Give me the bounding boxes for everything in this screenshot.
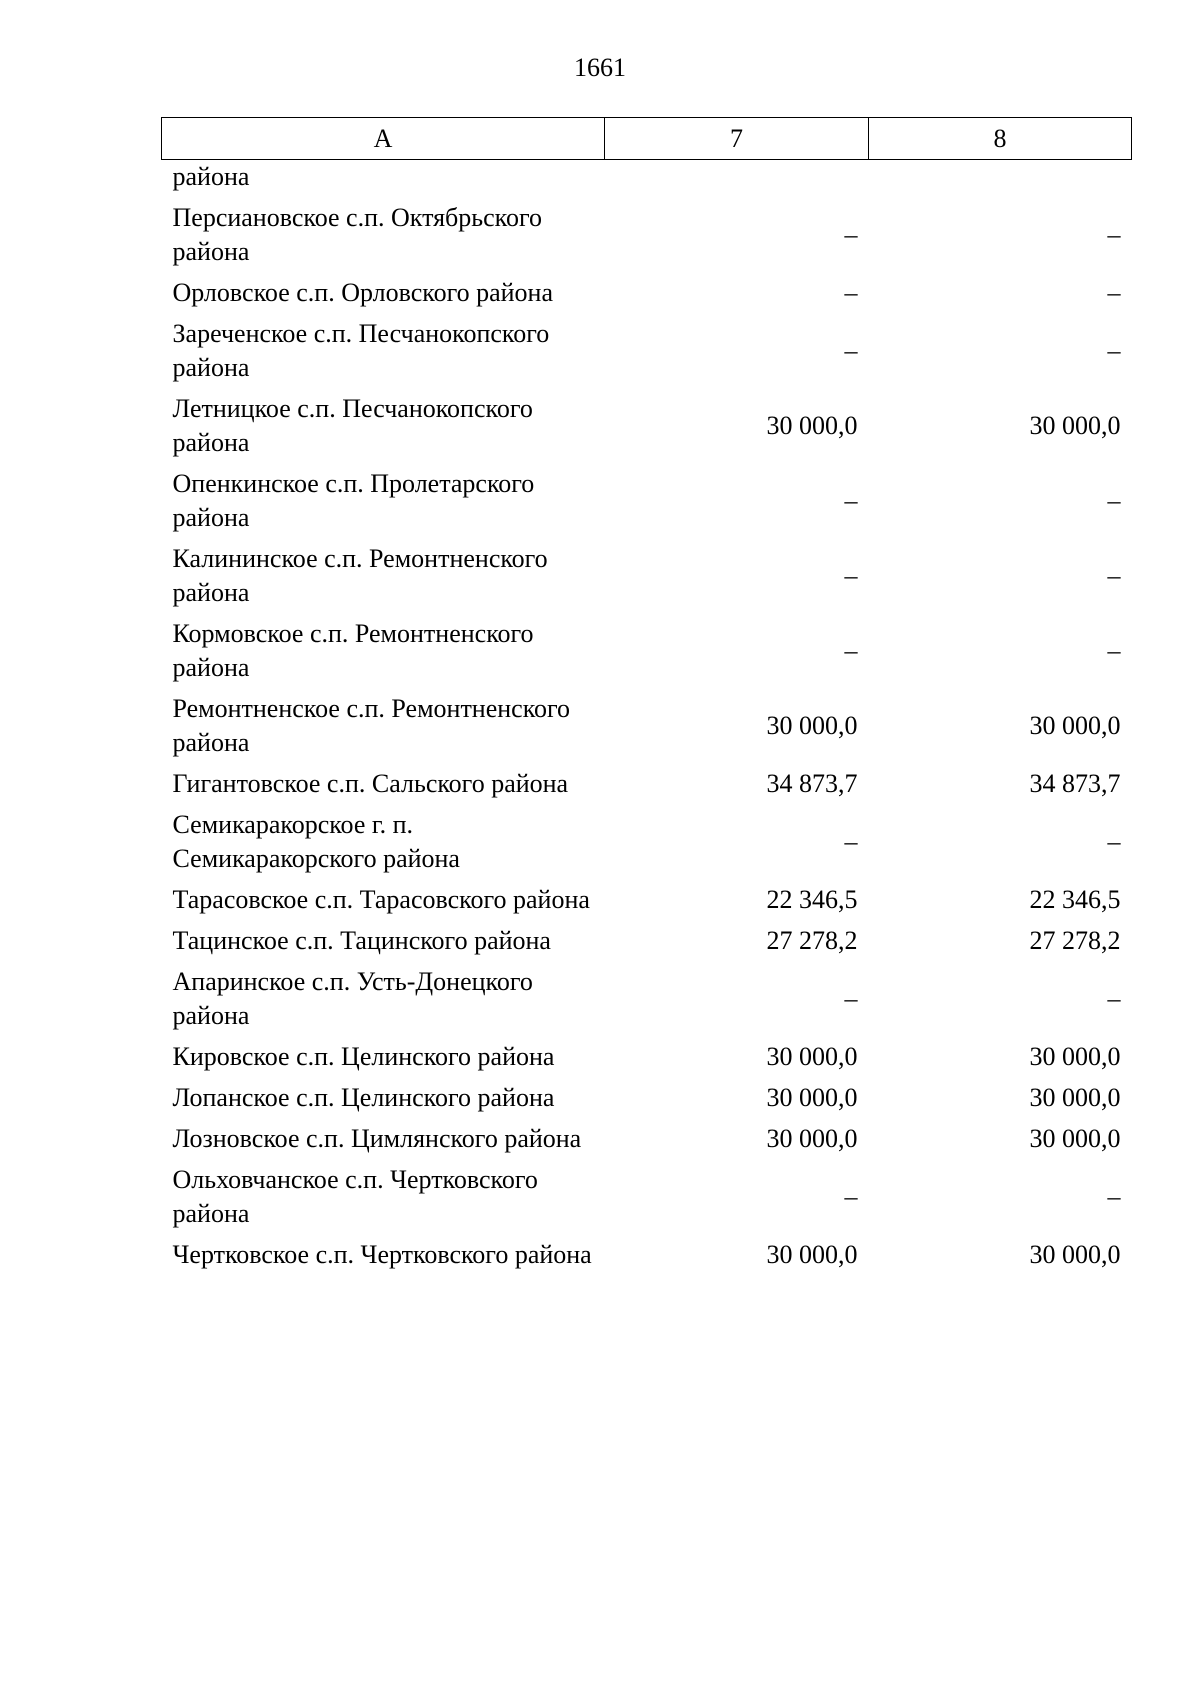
value-col-8: 30 000,0 bbox=[1029, 1240, 1121, 1269]
municipality-name: Зареченское с.п. Песчанокопского района bbox=[172, 319, 550, 382]
value-col-7: 30 000,0 bbox=[766, 1124, 858, 1153]
value-col-7: – bbox=[844, 220, 858, 249]
value-col-8: – bbox=[1107, 561, 1121, 590]
continuation-row bbox=[162, 160, 1132, 199]
table-row bbox=[162, 1160, 1132, 1235]
value-col-7: 34 873,7 bbox=[766, 769, 858, 798]
table-row bbox=[162, 689, 1132, 764]
value-col-8: – bbox=[1107, 336, 1121, 365]
value-col-7: – bbox=[844, 1182, 858, 1211]
table-row bbox=[162, 962, 1132, 1037]
municipality-name: Лозновское с.п. Цимлянского района bbox=[172, 1124, 582, 1153]
value-col-7: 27 278,2 bbox=[766, 926, 858, 955]
value-col-8: 22 346,5 bbox=[1029, 885, 1121, 914]
table-row bbox=[162, 921, 1132, 962]
table-row bbox=[162, 389, 1132, 464]
value-col-7: – bbox=[844, 486, 858, 515]
value-col-7: 30 000,0 bbox=[766, 411, 858, 440]
table-row bbox=[162, 1119, 1132, 1160]
table-row bbox=[162, 273, 1132, 314]
header-row bbox=[162, 118, 1132, 160]
table-row bbox=[162, 464, 1132, 539]
value-col-8: – bbox=[1107, 486, 1121, 515]
value-col-8: 30 000,0 bbox=[1029, 1124, 1121, 1153]
continuation-text: района bbox=[172, 162, 250, 191]
table-row bbox=[162, 539, 1132, 614]
table-row bbox=[162, 614, 1132, 689]
header-col-7: 7 bbox=[605, 118, 869, 160]
municipality-name: Тацинское с.п. Тацинского района bbox=[172, 926, 551, 955]
value-col-8: 30 000,0 bbox=[1029, 411, 1121, 440]
header-col-8: 8 bbox=[869, 118, 1132, 160]
municipality-name: Ремонтненское с.п. Ремонтненского района bbox=[172, 694, 571, 757]
value-col-8: 30 000,0 bbox=[1029, 1083, 1121, 1112]
value-col-8: 34 873,7 bbox=[1029, 769, 1121, 798]
table-row bbox=[162, 880, 1132, 921]
municipality-name: Калининское с.п. Ремонтненского района bbox=[172, 544, 548, 607]
value-col-8: 30 000,0 bbox=[1029, 1042, 1121, 1071]
municipality-name: Кировское с.п. Целинского района bbox=[172, 1042, 555, 1071]
table-row bbox=[162, 198, 1132, 273]
value-col-8: – bbox=[1107, 636, 1121, 665]
budget-table bbox=[161, 117, 1131, 1276]
municipality-name: Гигантовское с.п. Сальского района bbox=[172, 769, 569, 798]
value-col-8: – bbox=[1107, 278, 1121, 307]
table-row bbox=[162, 1078, 1132, 1119]
value-col-8: 27 278,2 bbox=[1029, 926, 1121, 955]
value-col-8: 30 000,0 bbox=[1029, 711, 1121, 740]
value-col-8: – bbox=[1107, 1182, 1121, 1211]
municipality-name: Опенкинское с.п. Пролетарского района bbox=[172, 469, 535, 532]
value-col-7: 30 000,0 bbox=[766, 1240, 858, 1269]
municipality-name: Лопанское с.п. Целинского района bbox=[172, 1083, 555, 1112]
value-col-7: – bbox=[844, 336, 858, 365]
value-col-7: – bbox=[844, 827, 858, 856]
value-col-7: 30 000,0 bbox=[766, 1083, 858, 1112]
municipality-name: Ольховчанское с.п. Чертковского района bbox=[172, 1165, 538, 1228]
value-col-7: 30 000,0 bbox=[766, 711, 858, 740]
value-col-8: – bbox=[1107, 220, 1121, 249]
value-col-8: – bbox=[1107, 984, 1121, 1013]
value-col-7: – bbox=[844, 561, 858, 590]
value-col-8: – bbox=[1107, 827, 1121, 856]
page-number: 1661 bbox=[574, 53, 626, 82]
value-col-7: – bbox=[844, 636, 858, 665]
table-row bbox=[162, 805, 1132, 880]
data-table bbox=[161, 117, 1132, 1276]
municipality-name: Летницкое с.п. Песчанокопского района bbox=[172, 394, 533, 457]
municipality-name: Персиановское с.п. Октябрьского района bbox=[172, 203, 543, 266]
header-col-a: А bbox=[162, 118, 605, 160]
table-row bbox=[162, 1235, 1132, 1276]
municipality-name: Тарасовское с.п. Тарасовского района bbox=[172, 885, 590, 914]
municipality-name: Семикаракорское г. п. Семикаракорского района bbox=[172, 810, 460, 873]
municipality-name: Орловское с.п. Орловского района bbox=[172, 278, 554, 307]
table-row bbox=[162, 314, 1132, 389]
municipality-name: Апаринское с.п. Усть-Донецкого района bbox=[172, 967, 533, 1030]
municipality-name: Кормовское с.п. Ремонтненского района bbox=[172, 619, 534, 682]
table-row bbox=[162, 764, 1132, 805]
value-col-7: – bbox=[844, 984, 858, 1013]
value-col-7: – bbox=[844, 278, 858, 307]
municipality-name: Чертковское с.п. Чертковского района bbox=[172, 1240, 592, 1269]
table-row bbox=[162, 1037, 1132, 1078]
value-col-7: 22 346,5 bbox=[766, 885, 858, 914]
value-col-7: 30 000,0 bbox=[766, 1042, 858, 1071]
